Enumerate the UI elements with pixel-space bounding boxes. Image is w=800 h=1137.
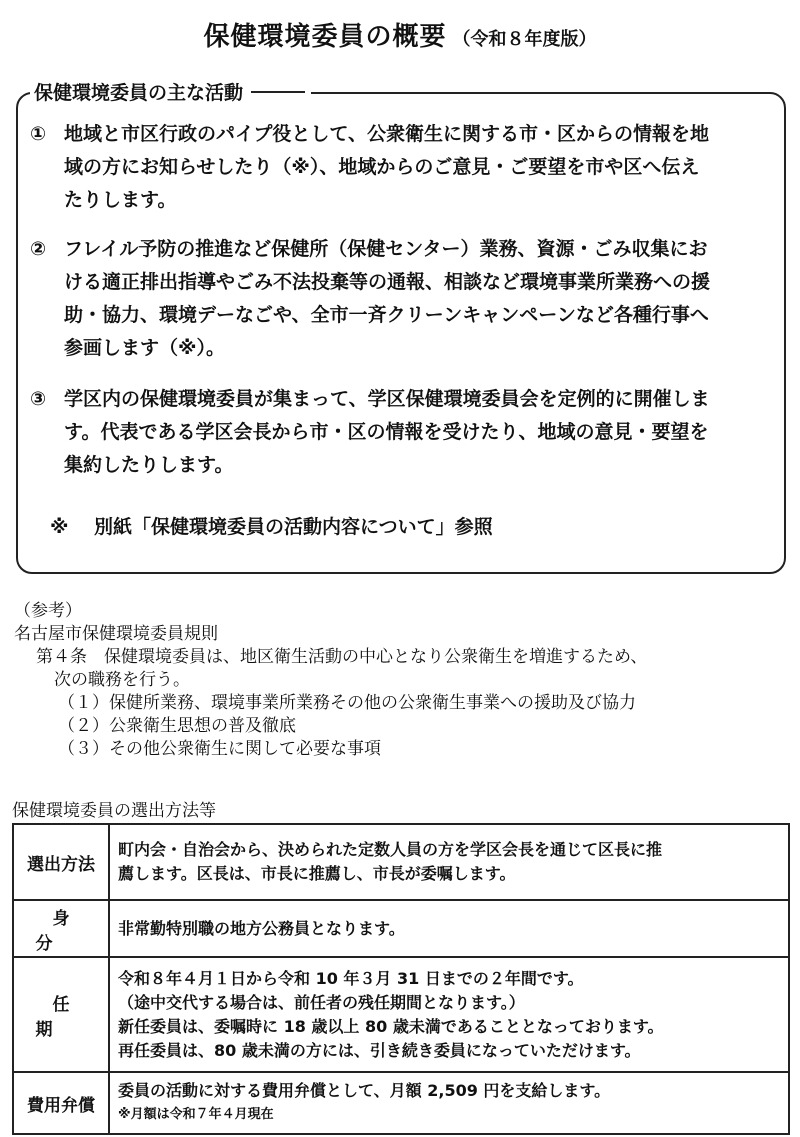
activity-line: ける適正排出指導やごみ不法投棄等の通報、相談など環境事業所業務への援: [64, 271, 711, 293]
reference-duty: （３）その他公衆衛生に関して必要な事項: [58, 739, 381, 759]
reference-label: （参考）: [14, 601, 82, 621]
heading-rule: [251, 91, 305, 93]
reference-article: 第４条 保健環境委員は、地区衛生活動の中心となり公衆衛生を増進するため、: [36, 647, 648, 667]
reference-rule-title: 名古屋市保健環境委員規則: [14, 624, 218, 644]
activity-line: 助・協力、環境デーなごや、全市一斉クリーンキャンペーンなど各種行事へ: [64, 304, 709, 326]
activity-item-3: [30, 383, 778, 482]
activities-heading: [30, 78, 311, 105]
row-label: [13, 900, 109, 957]
row-line: 令和８年４月１日から令和 10 年３月 31 日までの２年間です。: [118, 968, 584, 988]
note-text: 別紙「保健環境委員の活動内容について」参照: [94, 516, 493, 538]
row-note: ※月額は令和７年４月現在: [118, 1107, 274, 1122]
activity-line: 参画します（※）。: [64, 337, 225, 359]
activity-number: ①: [30, 123, 47, 145]
activities-heading-text: 保健環境委員の主な活動: [34, 82, 244, 104]
row-line: 新任委員は、委嘱時に 18 歳以上 80 歳未満であることとなっております。: [118, 1016, 664, 1036]
row-line: 委員の活動に対する費用弁償として、月額 2,509 円を支給します。: [118, 1081, 611, 1100]
note-mark: ※: [50, 516, 69, 538]
page-title-text: 保健環境委員の概要: [203, 22, 447, 52]
row-label: [13, 957, 109, 1072]
activity-item-1: [30, 118, 778, 217]
activities-note: [50, 512, 493, 539]
row-line: （途中交代する場合は、前任者の残任期間となります。）: [118, 992, 525, 1012]
row-content: [109, 900, 789, 957]
activity-line: たりします。: [64, 189, 177, 211]
activity-line: す。代表である学区会長から市・区の情報を受けたり、地域の意見・要望を: [64, 421, 709, 443]
page-title: [0, 16, 800, 53]
row-label-text: 任期: [35, 994, 104, 1040]
activity-line: 地域と市区行政のパイプ役として、公衆衛生に関する市・区からの情報を地: [64, 123, 710, 145]
activity-line: 集約したりします。: [64, 454, 234, 476]
table-row: [13, 1072, 789, 1134]
row-label-text: 身分: [35, 908, 104, 954]
selection-section-title: 保健環境委員の選出方法等: [12, 801, 216, 821]
activity-line: 域の方にお知らせしたり（※）、地域からのご意見・ご要望を市や区へ伝え: [64, 156, 700, 178]
row-line: 非常勤特別職の地方公務員となります。: [118, 918, 405, 938]
activity-line: 学区内の保健環境委員が集まって、学区保健環境委員会を定例的に開催しま: [64, 388, 710, 410]
activity-number: ②: [30, 238, 47, 260]
reference-duty: （２）公衆衛生思想の普及徹底: [58, 716, 296, 736]
row-content: [109, 957, 789, 1072]
selection-table: [12, 823, 790, 1135]
table-row: [13, 824, 789, 900]
table-row: [13, 957, 789, 1072]
page-title-edition: （令和８年度版）: [452, 29, 597, 50]
row-content: [109, 1072, 789, 1134]
row-content: [109, 824, 789, 900]
activity-number: ③: [30, 388, 47, 410]
row-label: 選出方法: [13, 824, 109, 900]
row-label: 費用弁償: [13, 1072, 109, 1134]
row-line: 再任委員は、80 歳未満の方には、引き続き委員になっていただけます。: [118, 1040, 641, 1060]
activity-line: フレイル予防の推進など保健所（保健センター）業務、資源・ごみ収集にお: [64, 238, 708, 260]
reference-duty: （１）保健所業務、環境事業所業務その他の公衆衛生事業への援助及び協力: [58, 693, 636, 713]
reference-section: [14, 600, 647, 761]
reference-article: 次の職務を行う。: [54, 670, 190, 690]
table-row: [13, 900, 789, 957]
activity-item-2: [30, 233, 778, 365]
row-line: 薦します。区長は、市長に推薦し、市長が委嘱します。: [118, 864, 516, 883]
row-line: 町内会・自治会から、決められた定数人員の方を学区会長を通じて区長に推: [118, 840, 663, 859]
